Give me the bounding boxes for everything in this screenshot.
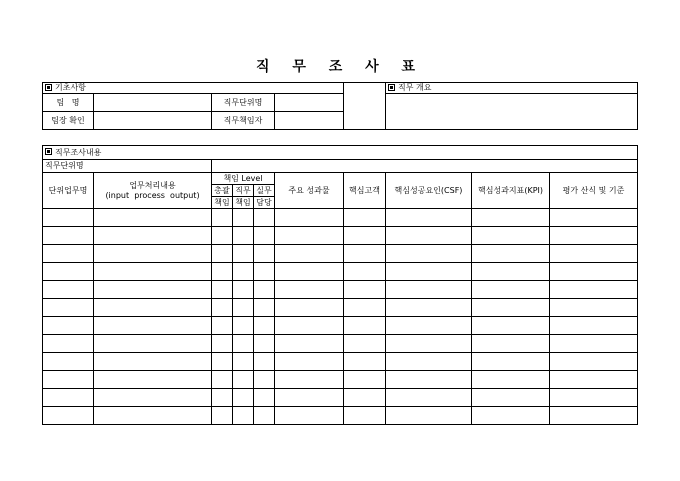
table-cell[interactable]: [344, 353, 386, 371]
table-cell[interactable]: [233, 371, 254, 389]
table-cell[interactable]: [344, 209, 386, 227]
table-cell[interactable]: [43, 209, 94, 227]
col-kpi: 핵심성과지표(KPI): [472, 173, 550, 209]
table-cell[interactable]: [344, 317, 386, 335]
table-cell[interactable]: [233, 227, 254, 245]
table-cell[interactable]: [212, 371, 233, 389]
table-cell[interactable]: [550, 209, 638, 227]
table-cell[interactable]: [275, 299, 344, 317]
checkbox-icon: [45, 84, 52, 91]
table-row: [43, 299, 638, 317]
table-cell[interactable]: [386, 263, 472, 281]
table-cell[interactable]: [344, 245, 386, 263]
table-cell[interactable]: [472, 299, 550, 317]
table-cell[interactable]: [233, 209, 254, 227]
table-cell[interactable]: [275, 245, 344, 263]
table-cell[interactable]: [43, 263, 94, 281]
table-cell[interactable]: [233, 407, 254, 425]
table-cell[interactable]: [550, 407, 638, 425]
table-row: [43, 335, 638, 353]
overview-section-header: [386, 83, 638, 94]
table-cell[interactable]: [43, 245, 94, 263]
table-cell[interactable]: [233, 245, 254, 263]
table-cell[interactable]: [550, 317, 638, 335]
table-cell[interactable]: [254, 353, 275, 371]
col-unit-task: 단위업무명: [43, 173, 94, 209]
table-cell[interactable]: [43, 317, 94, 335]
table-cell[interactable]: [233, 299, 254, 317]
table-cell[interactable]: [43, 227, 94, 245]
blank-cell[interactable]: [344, 83, 386, 130]
table-cell[interactable]: [275, 227, 344, 245]
table-cell[interactable]: [94, 281, 212, 299]
col-job-1: 직무: [233, 185, 254, 197]
team-leader-label: 팀장 확인: [43, 112, 94, 130]
table-cell[interactable]: [94, 389, 212, 407]
col-customer: 핵심고객: [344, 173, 386, 209]
table-cell[interactable]: [550, 299, 638, 317]
table-cell[interactable]: [550, 371, 638, 389]
table-cell[interactable]: [275, 317, 344, 335]
table-cell[interactable]: [275, 281, 344, 299]
col-general-2: 책임: [212, 197, 233, 209]
table-cell[interactable]: [43, 299, 94, 317]
job-owner-label: 직무책임자: [212, 112, 275, 130]
table-cell[interactable]: [212, 209, 233, 227]
table-cell[interactable]: [344, 371, 386, 389]
col-process-line2: (input process output): [105, 190, 200, 200]
table-cell[interactable]: [344, 299, 386, 317]
table-cell[interactable]: [43, 371, 94, 389]
table-cell[interactable]: [212, 245, 233, 263]
table-row: [43, 263, 638, 281]
table-cell[interactable]: [550, 245, 638, 263]
survey-unit-value-cell[interactable]: [212, 160, 638, 173]
table-cell[interactable]: [212, 281, 233, 299]
table-cell[interactable]: [472, 371, 550, 389]
table-cell[interactable]: [550, 353, 638, 371]
table-cell[interactable]: [94, 371, 212, 389]
table-cell[interactable]: [254, 407, 275, 425]
checkbox-icon: [388, 84, 395, 91]
table-cell[interactable]: [233, 335, 254, 353]
team-label: 팀 명: [43, 94, 94, 112]
table-cell[interactable]: [43, 353, 94, 371]
table-cell[interactable]: [233, 317, 254, 335]
table-cell[interactable]: [472, 281, 550, 299]
table-cell[interactable]: [275, 263, 344, 281]
table-row: [43, 227, 638, 245]
table-row: [43, 245, 638, 263]
col-general-1: 총괄: [212, 185, 233, 197]
table-cell[interactable]: [386, 281, 472, 299]
table-cell[interactable]: [386, 209, 472, 227]
table-cell[interactable]: [94, 227, 212, 245]
overview-content-cell[interactable]: [386, 94, 638, 130]
table-cell[interactable]: [550, 389, 638, 407]
col-process-line1: 업무처리내용: [129, 180, 176, 190]
table-cell[interactable]: [275, 209, 344, 227]
col-criteria: 평가 산식 및 기준: [550, 173, 638, 209]
col-level: 책임 Level: [212, 173, 275, 185]
table-cell[interactable]: [254, 371, 275, 389]
unit-name-label: 직무단위명: [212, 94, 275, 112]
table-cell[interactable]: [472, 227, 550, 245]
table-cell[interactable]: [43, 335, 94, 353]
table-cell[interactable]: [233, 389, 254, 407]
table-cell[interactable]: [254, 209, 275, 227]
table-cell[interactable]: [254, 335, 275, 353]
table-cell[interactable]: [344, 281, 386, 299]
team-value-cell[interactable]: [94, 94, 212, 112]
table-cell[interactable]: [550, 227, 638, 245]
table-cell[interactable]: [212, 263, 233, 281]
survey-section-label: 직무조사내용: [55, 147, 102, 157]
table-cell[interactable]: [386, 299, 472, 317]
table-cell[interactable]: [43, 407, 94, 425]
table-cell[interactable]: [275, 389, 344, 407]
table-row: [43, 317, 638, 335]
table-cell[interactable]: [275, 371, 344, 389]
table-cell[interactable]: [386, 335, 472, 353]
table-cell[interactable]: [212, 353, 233, 371]
basic-info-table: [42, 82, 638, 130]
table-cell[interactable]: [254, 317, 275, 335]
table-cell[interactable]: [344, 263, 386, 281]
table-row: [43, 407, 638, 425]
table-row: [43, 371, 638, 389]
table-row: [43, 209, 638, 227]
survey-unit-label: 직무단위명: [43, 160, 212, 173]
job-owner-value-cell[interactable]: [275, 112, 344, 130]
col-process: [94, 173, 212, 209]
table-cell[interactable]: [212, 299, 233, 317]
table-cell[interactable]: [550, 335, 638, 353]
table-cell[interactable]: [94, 209, 212, 227]
basic-section-label: 기초사항: [55, 83, 86, 92]
table-cell[interactable]: [472, 209, 550, 227]
table-cell[interactable]: [472, 335, 550, 353]
table-cell[interactable]: [386, 371, 472, 389]
table-cell[interactable]: [386, 389, 472, 407]
table-cell[interactable]: [233, 353, 254, 371]
table-cell[interactable]: [212, 227, 233, 245]
table-cell[interactable]: [212, 389, 233, 407]
col-outcomes: 주요 성과물: [275, 173, 344, 209]
table-cell[interactable]: [386, 407, 472, 425]
table-cell[interactable]: [472, 263, 550, 281]
table-cell[interactable]: [254, 299, 275, 317]
table-cell[interactable]: [254, 281, 275, 299]
table-cell[interactable]: [344, 389, 386, 407]
table-cell[interactable]: [254, 245, 275, 263]
table-cell[interactable]: [94, 335, 212, 353]
team-leader-value-cell[interactable]: [94, 112, 212, 130]
table-cell[interactable]: [472, 353, 550, 371]
table-row: [43, 281, 638, 299]
table-cell[interactable]: [94, 353, 212, 371]
table-cell[interactable]: [275, 407, 344, 425]
table-cell[interactable]: [472, 245, 550, 263]
table-cell[interactable]: [43, 281, 94, 299]
table-cell[interactable]: [344, 407, 386, 425]
col-csf: 핵심성공요인(CSF): [386, 173, 472, 209]
table-cell[interactable]: [43, 389, 94, 407]
table-cell[interactable]: [386, 317, 472, 335]
table-cell[interactable]: [386, 353, 472, 371]
checkbox-icon: [45, 148, 52, 155]
page-title: 직 무 조 사 표: [255, 59, 425, 75]
table-cell[interactable]: [386, 245, 472, 263]
table-cell[interactable]: [550, 281, 638, 299]
unit-name-value-cell[interactable]: [275, 94, 344, 112]
table-cell[interactable]: [233, 281, 254, 299]
table-cell[interactable]: [94, 245, 212, 263]
table-cell[interactable]: [344, 227, 386, 245]
table-cell[interactable]: [275, 335, 344, 353]
table-cell[interactable]: [275, 353, 344, 371]
table-cell[interactable]: [254, 263, 275, 281]
table-cell[interactable]: [254, 389, 275, 407]
basic-section-header: [43, 83, 344, 94]
table-cell[interactable]: [344, 335, 386, 353]
table-row: [43, 389, 638, 407]
table-cell[interactable]: [212, 407, 233, 425]
table-cell[interactable]: [94, 263, 212, 281]
table-cell[interactable]: [550, 263, 638, 281]
table-cell[interactable]: [94, 317, 212, 335]
col-practice-2: 담당: [254, 197, 275, 209]
table-cell[interactable]: [94, 407, 212, 425]
table-cell[interactable]: [254, 227, 275, 245]
table-cell[interactable]: [386, 227, 472, 245]
table-cell[interactable]: [472, 317, 550, 335]
survey-section-header: [43, 146, 638, 160]
table-cell[interactable]: [94, 299, 212, 317]
col-practice-1: 실무: [254, 185, 275, 197]
table-cell[interactable]: [212, 317, 233, 335]
job-survey-table: [42, 145, 638, 425]
table-cell[interactable]: [233, 263, 254, 281]
table-row: [43, 353, 638, 371]
table-cell[interactable]: [212, 335, 233, 353]
table-cell[interactable]: [472, 389, 550, 407]
col-job-2: 책임: [233, 197, 254, 209]
table-cell[interactable]: [472, 407, 550, 425]
overview-section-label: 직무 개요: [398, 83, 432, 92]
